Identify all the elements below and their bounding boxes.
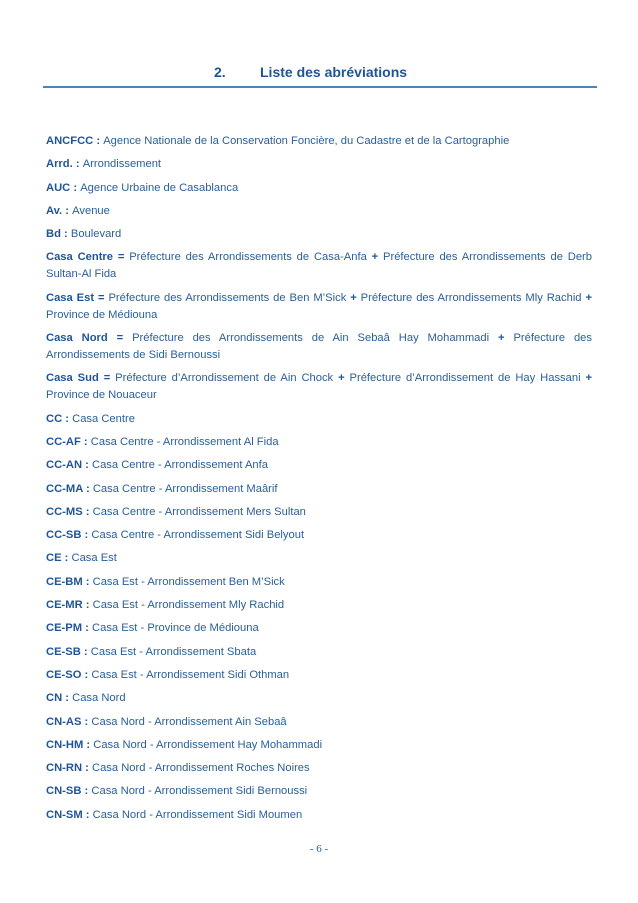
abbreviation-term: CN-RN bbox=[46, 762, 83, 775]
abbreviation-entry bbox=[46, 597, 592, 614]
abbreviation-term: CC-AF bbox=[46, 435, 81, 448]
abbreviation-term: CN-AS bbox=[46, 715, 82, 728]
abbreviation-term: Casa Nord bbox=[46, 332, 108, 345]
abbreviation-entry bbox=[46, 644, 592, 661]
abbreviation-entry bbox=[46, 156, 592, 173]
abbreviation-separator: : bbox=[82, 575, 93, 588]
abbreviation-term: CE-BM bbox=[46, 575, 83, 588]
plus-sign: + bbox=[581, 291, 592, 304]
abbreviation-entry bbox=[46, 714, 592, 731]
plus-sign: + bbox=[346, 291, 361, 304]
abbreviation-definition: Casa Nord - Arrondissement Roches Noires bbox=[92, 762, 310, 775]
abbreviation-term: CE-SB bbox=[46, 645, 81, 658]
abbreviation-definition: Casa Centre - Arrondissement Maârif bbox=[92, 482, 278, 495]
abbreviation-definition: Casa Est - Province de Médiouna bbox=[92, 622, 259, 635]
abbreviation-separator: : bbox=[70, 181, 81, 194]
abbreviation-definition: Arrondissement bbox=[82, 158, 162, 171]
abbreviation-list bbox=[46, 133, 592, 830]
abbreviation-definition: Casa Centre - Arrondissement Mers Sultan bbox=[92, 505, 306, 518]
definition-part: Province de Médiouna bbox=[46, 308, 158, 321]
abbreviation-term: Casa Est bbox=[46, 291, 95, 304]
abbreviation-term: CN-SB bbox=[46, 785, 82, 798]
definition-part: Préfecture des Arrondissements de Casa-Anfa bbox=[129, 251, 367, 264]
abbreviation-separator: : bbox=[83, 738, 94, 751]
abbreviation-term: CC-MA bbox=[46, 482, 83, 495]
abbreviation-definition: Agence Urbaine de Casablanca bbox=[80, 181, 239, 194]
abbreviation-separator: : bbox=[81, 785, 92, 798]
abbreviation-definition: Casa Est - Arrondissement Sidi Othman bbox=[91, 668, 290, 681]
definition-part: Préfecture des Arrondissements de Derb Sultan-Al Fida bbox=[46, 251, 592, 281]
abbreviation-separator: : bbox=[82, 808, 93, 821]
abbreviation-entry bbox=[46, 370, 592, 404]
page-number: - 6 - bbox=[309, 843, 329, 855]
abbreviation-entry bbox=[46, 620, 592, 637]
abbreviation-term: CN bbox=[46, 692, 63, 705]
abbreviation-term: CN-SM bbox=[46, 808, 83, 821]
abbreviation-term: CE-MR bbox=[46, 599, 83, 612]
abbreviation-entry bbox=[46, 249, 592, 283]
abbreviation-definition: Casa Nord - Arrondissement Sidi Bernoussi bbox=[91, 785, 308, 798]
abbreviation-separator: : bbox=[62, 204, 73, 217]
definition-part: Préfecture des Arrondissements Mly Rachid bbox=[360, 291, 582, 304]
abbreviation-separator: : bbox=[81, 668, 92, 681]
abbreviation-definition: Casa Est - Arrondissement Ben M’Sick bbox=[92, 575, 285, 588]
abbreviation-separator: : bbox=[62, 412, 73, 425]
abbreviation-term: Casa Centre bbox=[46, 251, 114, 264]
abbreviation-entry bbox=[46, 330, 592, 364]
definition-part: Province de Nouaceur bbox=[46, 389, 157, 402]
abbreviation-definition: Casa Centre - Arrondissement Al Fida bbox=[90, 435, 279, 448]
definition-part: Préfecture d’Arrondissement de Hay Hassani bbox=[349, 372, 581, 385]
abbreviation-separator: : bbox=[82, 622, 93, 635]
abbreviation-definition: Casa Nord bbox=[72, 692, 126, 705]
abbreviation-entry bbox=[46, 504, 592, 521]
abbreviation-entry bbox=[46, 203, 592, 220]
abbreviation-definition: Boulevard bbox=[70, 228, 122, 241]
abbreviation-separator: : bbox=[60, 228, 71, 241]
abbreviation-separator: : bbox=[82, 505, 93, 518]
abbreviation-separator: = bbox=[107, 332, 133, 345]
abbreviation-separator: : bbox=[72, 158, 83, 171]
definition-part: Préfecture des Arrondissements de Sidi Bernoussi bbox=[46, 332, 592, 362]
definition-part: Préfecture des Arrondissements de Ain Sebaâ Hay Mohammadi bbox=[132, 332, 490, 345]
abbreviation-term: CC-MS bbox=[46, 505, 83, 518]
abbreviation-term: Bd bbox=[46, 228, 61, 241]
abbreviation-term: CC bbox=[46, 412, 63, 425]
abbreviation-term: ANCFCC bbox=[46, 135, 94, 147]
abbreviation-entry bbox=[46, 527, 592, 544]
plus-sign: + bbox=[366, 251, 384, 264]
abbreviation-separator: : bbox=[61, 552, 72, 565]
abbreviation-definition: Casa Nord - Arrondissement Hay Mohammadi bbox=[93, 738, 323, 751]
abbreviation-term: Casa Sud bbox=[46, 372, 99, 385]
abbreviation-term: CN-HM bbox=[46, 738, 84, 751]
abbreviation-entry bbox=[46, 481, 592, 498]
abbreviation-definition: Casa Est bbox=[71, 552, 117, 565]
abbreviation-separator: : bbox=[82, 599, 93, 612]
abbreviation-entry bbox=[46, 690, 592, 707]
abbreviation-entry bbox=[46, 290, 592, 324]
abbreviation-separator: : bbox=[81, 529, 92, 542]
abbreviation-definition: Casa Est - Arrondissement Mly Rachid bbox=[92, 599, 285, 612]
abbreviation-definition bbox=[46, 292, 592, 321]
abbreviation-entry bbox=[46, 667, 592, 684]
abbreviation-entry bbox=[46, 550, 592, 567]
abbreviation-term: CE-PM bbox=[46, 622, 83, 635]
abbreviation-entry bbox=[46, 457, 592, 474]
abbreviation-definition: Casa Centre bbox=[72, 412, 135, 425]
abbreviation-separator: : bbox=[81, 715, 92, 728]
abbreviation-definition: Casa Centre - Arrondissement Anfa bbox=[92, 459, 268, 472]
abbreviation-term: AUC bbox=[46, 181, 71, 194]
definition-part: Préfecture des Arrondissements de Ben M’Sick bbox=[108, 291, 347, 304]
abbreviation-definition bbox=[46, 372, 592, 401]
abbreviation-entry bbox=[46, 807, 592, 824]
abbreviation-definition: Casa Nord - Arrondissement Sidi Moumen bbox=[92, 808, 303, 821]
plus-sign: + bbox=[580, 372, 593, 385]
abbreviation-entry bbox=[46, 226, 592, 243]
abbreviation-term: CE bbox=[46, 552, 62, 565]
abbreviation-separator: : bbox=[80, 645, 91, 658]
abbreviation-term: Arrd. bbox=[46, 158, 73, 171]
abbreviation-entry bbox=[46, 737, 592, 754]
definition-part: Préfecture d’Arrondissement de Ain Chock bbox=[115, 372, 334, 385]
abbreviation-separator: : bbox=[93, 135, 104, 147]
abbreviation-definition: Avenue bbox=[72, 204, 110, 217]
abbreviation-definition: Casa Est - Arrondissement Sbata bbox=[90, 645, 257, 658]
abbreviation-term: Av. bbox=[46, 204, 63, 217]
abbreviation-separator: : bbox=[62, 692, 73, 705]
abbreviation-term: CE-SO bbox=[46, 668, 82, 681]
abbreviation-definition: Agence Nationale de la Conservation Foncière, du Cadastre et de la Cartographie bbox=[103, 135, 510, 147]
abbreviation-entry bbox=[46, 411, 592, 428]
section-title: Liste des abréviations bbox=[260, 64, 408, 80]
abbreviation-entry bbox=[46, 133, 592, 150]
plus-sign: + bbox=[333, 372, 350, 385]
abbreviation-definition: Casa Centre - Arrondissement Sidi Belyout bbox=[91, 529, 305, 542]
abbreviation-term: CC-SB bbox=[46, 529, 82, 542]
abbreviation-term: CC-AN bbox=[46, 459, 83, 472]
abbreviation-separator: : bbox=[82, 482, 93, 495]
plus-sign: + bbox=[489, 332, 514, 345]
abbreviation-definition: Casa Nord - Arrondissement Ain Sebaâ bbox=[91, 715, 287, 728]
section-number: 2. bbox=[214, 64, 226, 80]
abbreviation-separator: : bbox=[82, 762, 92, 775]
abbreviation-separator: = bbox=[94, 291, 109, 304]
abbreviation-separator: = bbox=[98, 372, 116, 385]
abbreviation-entry bbox=[46, 180, 592, 197]
abbreviation-entry bbox=[46, 574, 592, 591]
section-heading bbox=[43, 62, 597, 88]
abbreviation-separator: : bbox=[80, 435, 91, 448]
abbreviation-entry bbox=[46, 760, 592, 777]
abbreviation-separator: : bbox=[82, 459, 92, 472]
abbreviation-separator: = bbox=[113, 251, 130, 264]
abbreviation-entry bbox=[46, 783, 592, 800]
abbreviation-entry bbox=[46, 434, 592, 451]
